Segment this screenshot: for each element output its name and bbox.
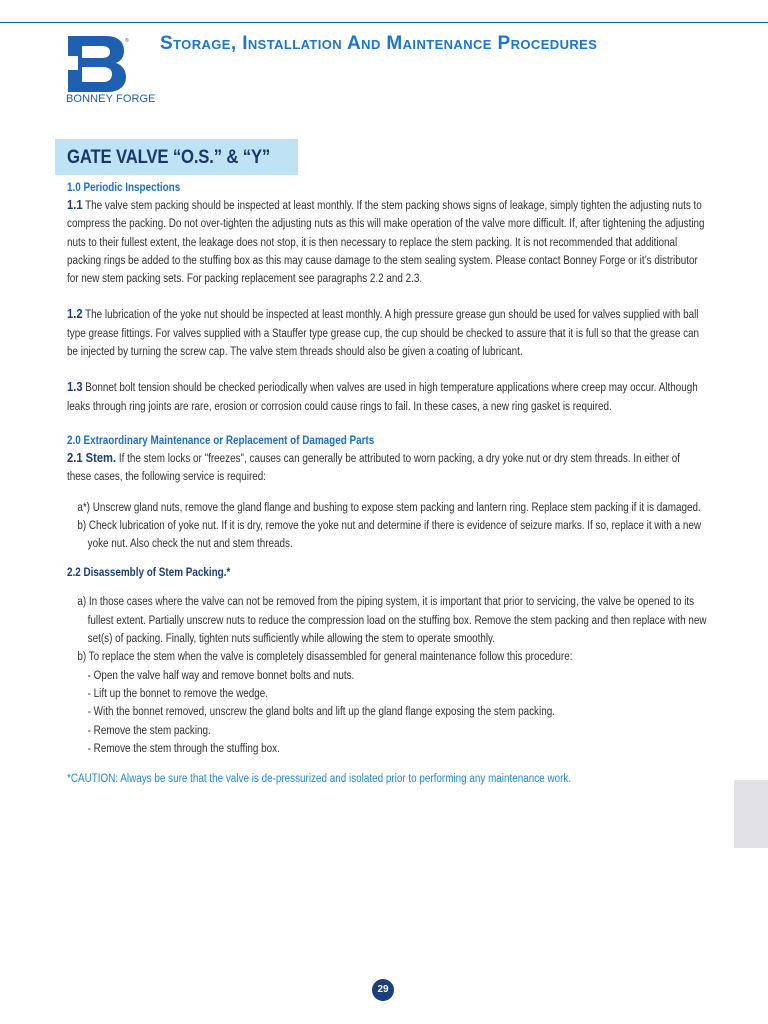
document-body [67,180,707,788]
procedure-step: - Open the valve half way and remove bonnet bolts and nuts. [87,669,355,682]
list-item: a*) Unscrew gland nuts, remove the gland flange and bushing to expose stem packing and lantern ring. Replace stem packing if it is damaged. [77,501,701,514]
procedure-step: - Lift up the bonnet to remove the wedge. [87,687,268,700]
paragraph-number: 1.1 [67,197,83,212]
list-item: b) To replace the stem when the valve is completely disassembled for general maintenance follow this procedure: [77,651,573,664]
heading-extraordinary-maintenance: 2.0 Extraordinary Maintenance or Replacement of Damaged Parts [67,434,375,447]
section-title-box [55,139,298,175]
heading-periodic-inspections: 1.0 Periodic Inspections [67,182,181,194]
paragraph-number: 1.3 [67,379,83,395]
paragraph-number: 2.1 Stem. [67,449,117,465]
paragraph-1-3 [67,378,707,416]
paragraph-text: Bonnet bolt tension should be checked periodically when valves are used in high temperature applications where creep may occur. Although leaks through ring joints are rare, erosion or corrosion could cause rings to fail. In these cases, a new ring gasket is required. [67,382,698,413]
section-title: GATE VALVE “O.S.” & “Y” [67,147,271,168]
paragraph-1-2 [67,305,707,361]
logo-text: BONNEY FORGE [66,93,156,105]
paragraph-text: If the stem locks or "freezes", causes can generally be attributed to worn packing, a dry yoke nut or dry stem threads. In either of these cases, the following service is required: [67,452,681,484]
paragraph-number: 1.2 [67,306,83,322]
svg-text:®: ® [125,38,129,44]
header-rule [0,22,768,23]
procedure-step: - Remove the stem through the stuffing box. [87,742,280,755]
page-number: 29 [372,979,394,1001]
paragraph-text: The valve stem packing should be inspected at least monthly. If the stem packing shows signs of leakage, simply tighten the adjusting nuts to compress the packing. Do not over-tighten the adjusting nuts as this will make operation of the valve more difficult. If, after tightening the adjusting nuts to their fullest extent, the leakage does not stop, it is then necessary to replace the stem packing. It is not recommended that additional packing rings be added to the stuffing box as this may cause damage to the stem sealing system. Please contact Bonney Forge or it’s distributor for new stem packing sets. For packing replacement see paragraphs 2.2 and 2.3. [67,200,705,286]
paragraph-text: The lubrication of the yoke nut should be inspected at least monthly. A high pressure grease gun should be used for valves supplied with ball type grease fittings. For valves supplied with a Stauffer type grease cup, the cup should be checked to assure that it is full so that the grease can be injected by turning the screw cap. The valve stem threads should also be given a coating of lubricant. [67,309,700,359]
list-item: a) In those cases where the valve can not be removed from the piping system, it is important that prior to servicing, the valve be opened to its fullest extent. Partially unscrew nuts to reduce the compression load on the stuffing box. Remove the stem packing and then replace with new set(s) of packing. Finally, tighten nuts sufficiently while allowing the stem to operate smoothly. [77,596,707,646]
procedure-step: - With the bonnet removed, unscrew the gland bolts and lift up the gland flange exposing the stem packing. [87,706,555,719]
caution-note: *CAUTION: Always be sure that the valve is de-pressurized and isolated prior to performing any maintenance work. [67,773,572,786]
side-tab [734,780,768,848]
list-item: b) Check lubrication of yoke nut. If it is dry, remove the yoke nut and determine if there is evidence of seizure marks. If so, replace it with a new yoke nut. Also check the nut and stem threads. [77,519,702,551]
paragraph-2-1 [67,449,707,487]
paragraph-1-1 [67,196,707,288]
page-header-title: Storage, Installation And Maintenance Procedures [160,33,598,54]
procedure-step: - Remove the stem packing. [87,724,211,737]
heading-disassembly: 2.2 Disassembly of Stem Packing.* [67,567,231,580]
